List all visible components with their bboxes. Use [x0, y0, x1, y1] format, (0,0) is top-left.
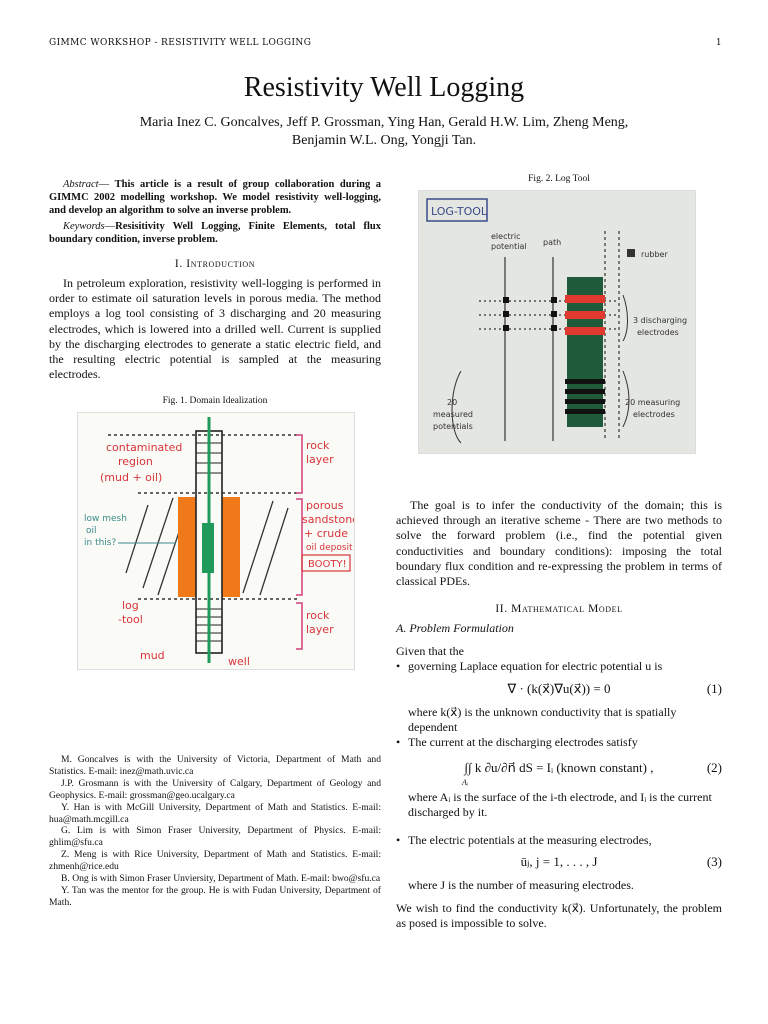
fig2-label-electrodes-2: electrodes: [633, 410, 675, 419]
fig2-label-electric: electric: [491, 232, 521, 241]
fig1-label-crude: + crude: [304, 527, 349, 541]
equation-1-explanation: where k(x⃗) is the unknown conductivity that is spatially dependent: [408, 704, 677, 734]
keywords-text: Resisitivity Well Logging, Finite Elements, total flux boundary condition, inverse problem.: [49, 220, 381, 245]
paper-title: Resistivity Well Logging: [243, 72, 525, 103]
running-title: GIMMC WORKSHOP - RESISTIVITY WELL LOGGING: [49, 38, 312, 48]
fig2-label-measuring: 20 measuring: [625, 398, 681, 407]
section-heading-introduction: I. Introduction: [174, 258, 256, 271]
keywords-dash: —: [104, 220, 116, 232]
bullet-current: • The current at the discharging electrodes satisfy: [396, 735, 722, 750]
abstract: [49, 178, 381, 246]
figure-1-caption: Fig. 1. Domain Idealization: [162, 396, 268, 407]
keywords-label: Keywords: [63, 220, 105, 232]
abstract-text: This article is a result of group collaboration during a GIMMC 2002 modelling workshop. We model resistivity well-logging, and develop an algorithm to solve an inverse problem.: [49, 179, 382, 217]
given-text: Given that the: [396, 644, 464, 659]
footnote: Y. Tan was the mentor for the group. He is with Fudan University, Department of Math.: [49, 884, 381, 908]
fig2-label-path: path: [543, 238, 562, 247]
fig1-label-tool: -tool: [118, 613, 143, 627]
equation-3: [396, 848, 722, 878]
footnote: J.P. Grosmann is with the University of Calgary, Department of Geology and Geophysics. E-mail: grossman@geo.ucalgary.ca: [49, 777, 381, 801]
fig1-label-layer-2: layer: [306, 623, 334, 637]
figure-1-domain-idealization: [77, 412, 355, 670]
bullet-potentials: • The electric potentials at the measuring electrodes,: [396, 833, 722, 848]
equation-1-math: ∇ · (k(x⃗)∇u(x⃗)) = 0: [507, 680, 611, 696]
running-head: [49, 38, 722, 50]
author-list: [60, 114, 708, 150]
fig1-label-oil: oil: [86, 526, 97, 537]
fig1-label-rock-1: rock: [306, 439, 330, 453]
fig2-label-rubber: rubber: [641, 250, 668, 259]
goal-text: The goal is to infer the conductivity of the domain; this is achieved through an iterative scheme - There are two methods to solve the forward problem (i.e., find the potential given conductivities and boundary conditions): imposing the total boundary flux condition and re-expressing the problem in terms of classical PDEs.: [396, 498, 722, 589]
fig2-label-potential: potential: [491, 242, 527, 251]
fig1-label-log: log: [122, 599, 139, 613]
introduction-paragraph: [49, 276, 381, 382]
fig1-label-oil-deposit: oil deposit: [306, 543, 353, 554]
fig1-label-well: well: [228, 655, 250, 669]
figure-2-log-tool: [418, 190, 696, 454]
left-column: [49, 178, 381, 670]
section-heading-mathematical-model: II. Mathematical Model: [495, 603, 623, 616]
fig2-label-discharging: 3 discharging: [633, 316, 688, 325]
figure-2-drawing: [419, 191, 695, 453]
equation-2-math: ∫∫ k ∂u/∂n⃗ dS = Iᵢ (known constant) ,: [464, 760, 654, 776]
equation-1: [396, 675, 722, 705]
equation-2-subscript: Aᵢ: [462, 778, 469, 788]
equation-2-number: (2): [706, 760, 722, 776]
fig2-label-measured: measured: [433, 410, 473, 419]
footnote: Z. Meng is with Rice University, Department of Math and Statistics. E-mail: zhmenh@rice.edu: [49, 849, 381, 873]
equation-3-explanation: where J is the number of measuring electrodes.: [408, 877, 634, 892]
footnote: G. Lim is with Simon Fraser University, Department of Physics. E-mail: ghlim@sfu.ca: [49, 825, 381, 849]
closing-text: We wish to find the conductivity k(x⃗). Unfortunately, the problem as posed is impossible to solve.: [396, 901, 722, 931]
fig1-label-layer-1: layer: [306, 453, 334, 467]
fig1-label-porous: porous: [306, 499, 344, 513]
goal-paragraph: [396, 498, 722, 589]
equation-1-number: (1): [706, 680, 722, 696]
bullet-laplace: • governing Laplace equation for electric potential u is: [396, 659, 722, 674]
equation-2-explanation: where Aᵢ is the surface of the i-th electrode, and Iᵢ is the current discharged by it.: [408, 790, 712, 820]
subsection-problem-formulation: A. Problem Formulation: [396, 621, 514, 636]
right-column: [396, 174, 722, 931]
fig2-label-log-tool: LOG-TOOL: [431, 205, 488, 218]
author-footnotes: [49, 754, 381, 909]
equation-2: [396, 750, 722, 790]
fig2-label-measured-count: 20: [447, 398, 458, 407]
fig1-label-mud-oil: (mud + oil): [100, 471, 163, 485]
figure-1-drawing: [78, 413, 354, 669]
footnote: M. Goncalves is with the University of Victoria, Department of Math and Statistics. E-mail: inez@math.uvic.ca: [49, 754, 381, 777]
abstract-label: Abstract: [63, 179, 99, 190]
fig1-label-sandstone: sandstone: [302, 513, 354, 527]
footnote: B. Ong is with Simon Fraser Unviersity, Department of Math. E-mail: bwo@sfu.ca: [61, 873, 381, 885]
fig1-label-booty: BOOTY!: [308, 559, 347, 571]
introduction-text: In petroleum exploration, resistivity well-logging is performed in order to estimate oil saturation levels in porous media. The method employs a log tool consisting of 3 discharging and 20 measuring electrodes, which is lowered into a drilled well. Current is supplied by the discharging electrodes to generate a static electric field, and the resulting electric potential is sampled at the measuring electrodes.: [49, 276, 381, 382]
equation-3-math: ūⱼ, j = 1, . . . , J: [520, 853, 598, 869]
figure-2-caption: Fig. 2. Log Tool: [528, 174, 590, 184]
given-line: [396, 644, 722, 659]
fig1-label-in-this: in this?: [84, 538, 117, 549]
fig1-label-contaminated: contaminated: [106, 441, 183, 455]
fig2-label-potentials: potentials: [433, 422, 473, 431]
page-number: 1: [715, 38, 722, 48]
abstract-dash: —: [98, 179, 115, 190]
closing-paragraph: [396, 901, 722, 931]
fig1-label-mud: mud: [140, 649, 165, 663]
author-line-2: Benjamin W.L. Ong, Yongji Tan.: [291, 133, 477, 148]
fig1-label-low-mesh: low mesh: [84, 514, 127, 525]
footnote: Y. Han is with McGill University, Department of Math and Statistics. E-mail: hua@math.mcgill.ca: [49, 801, 381, 825]
fig1-label-region: region: [118, 455, 153, 469]
fig1-label-rock-2: rock: [306, 609, 330, 623]
equation-3-number: (3): [706, 853, 722, 869]
author-line-1: Maria Inez C. Goncalves, Jeff P. Grossman, Ying Han, Gerald H.W. Lim, Zheng Meng,: [139, 115, 629, 130]
fig2-label-electrodes-1: electrodes: [637, 328, 679, 337]
